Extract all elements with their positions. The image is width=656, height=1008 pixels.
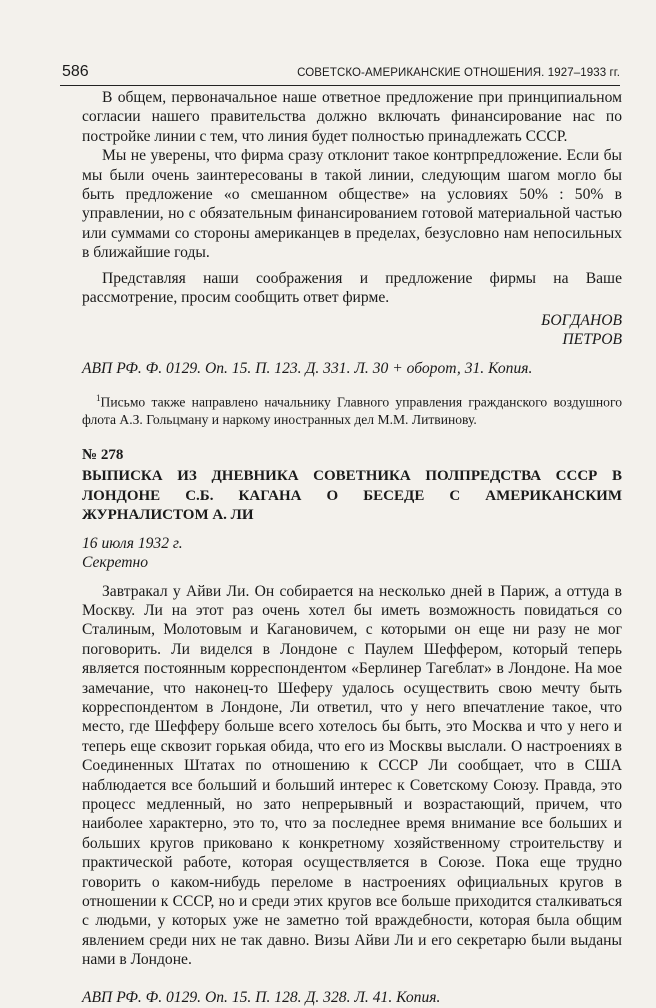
signature-2: ПЕТРОВ — [562, 331, 622, 349]
page-header — [60, 63, 620, 86]
footnote-marker: 1 — [96, 393, 101, 404]
document-text: Завтракал у Айви Ли. Он собирается на несколько дней в Париж, а оттуда в Москву. Ли на этот раз очень хотел бы иметь возможность повидаться со Сталиным, Молотовым и Кагановичем, с которыми он еще ни разу не мог поговорить. Ли виделся в Лондоне с Паулем Шеффером, который теперь является постоянным корреспондентом «Берлинер Тагеблат» в Лондоне. На мое замечание, что наконец-то Шеферу удалось осуществить свою мечту быть корреспондентом в Лондоне, Ли ответил, что у него впечатление такое, что место, где Шефферу больше всего хотелось бы быть, это Москва и что у него и теперь еще сквозит горькая обида, что его из Москвы выслали. О настроениях в Соединенных Штатах по отношению к СССР Ли сообщает, что в США наблюдается все больший и больший интерес к Советскому Союзу. Правда, это процесс медленный, но зато непрерывный и возрастающий, причем, что наиболее характерно, это то, что за последнее время внимание все больших и больших кругов приковано к конкретному хозяйственному строительству и практической работе, которая осуществляется в Союзе. Пока еще трудно говорить о каком-нибудь переломе в настроениях официальных кругов в отношении к СССР, но и среди этих кругов все больше приходится сталкиваться с людьми, у которых уже не заметно той враждебности, которая была общим явлением среди них не так давно. Визы Айви Ли и его секретарю были выданы нами в Лондоне. — [82, 582, 622, 969]
secrecy-mark: Секретно — [82, 553, 149, 571]
footnote — [82, 390, 622, 428]
archive-reference-1: АВП РФ. Ф. 0129. Оп. 15. П. 123. Д. 331. Л. 30 + оборот, 31. Копия. — [82, 360, 533, 378]
document-title: ВЫПИСКА ИЗ ДНЕВНИКА СОВЕТНИКА ПОЛПРЕДСТВА СССР В ЛОНДОНЕ С.Б. КАГАНА О БЕСЕДЕ С АМЕРИКАНСКИМ ЖУРНАЛИСТОМ А. ЛИ — [82, 468, 622, 523]
paragraph-3: Представляя наши соображения и предложение фирмы на Ваше рассмотрение, просим сообщить ответ фирме. — [82, 269, 622, 307]
paragraph-2: Мы не уверены, что фирма сразу отклонит такое контрпредложение. Если бы мы были очень заинтересованы в такой линии, следующим шагом могло бы быть предложение «о смешанном обществе» на условиях 50% : 50% в управлении, но с обязательным финансированием готовой материальной частью или суммами со стороны американцев в пределах, безусловно нам непосильных в ближайшие годы. — [82, 147, 622, 262]
running-head: СОВЕТСКО-АМЕРИКАНСКИЕ ОТНОШЕНИЯ. 1927–1933 гг. — [297, 67, 620, 79]
signature-1: БОГДАНОВ — [541, 312, 622, 330]
archive-reference-2: АВП РФ. Ф. 0129. Оп. 15. П. 128. Д. 328. Л. 41. Копия. — [82, 988, 441, 1006]
page-number: 586 — [62, 63, 89, 80]
document-date: 16 июля 1932 г. — [82, 534, 183, 552]
footnote-text: Письмо также направлено начальнику Главного управления гражданского воздушного флота А.З. Гольцману и наркому иностранных дел М.М. Литвинову. — [82, 395, 622, 427]
paragraph-1: В общем, первоначальное наше ответное предложение при принципиальном согласии нашего правительства должно включать финансирование нас по постройке линии с тем, что линия будет полностью принадлежать СССР. — [82, 89, 622, 145]
document-number: № 278 — [82, 447, 124, 463]
page-body — [82, 88, 622, 1007]
signatures — [82, 311, 622, 349]
